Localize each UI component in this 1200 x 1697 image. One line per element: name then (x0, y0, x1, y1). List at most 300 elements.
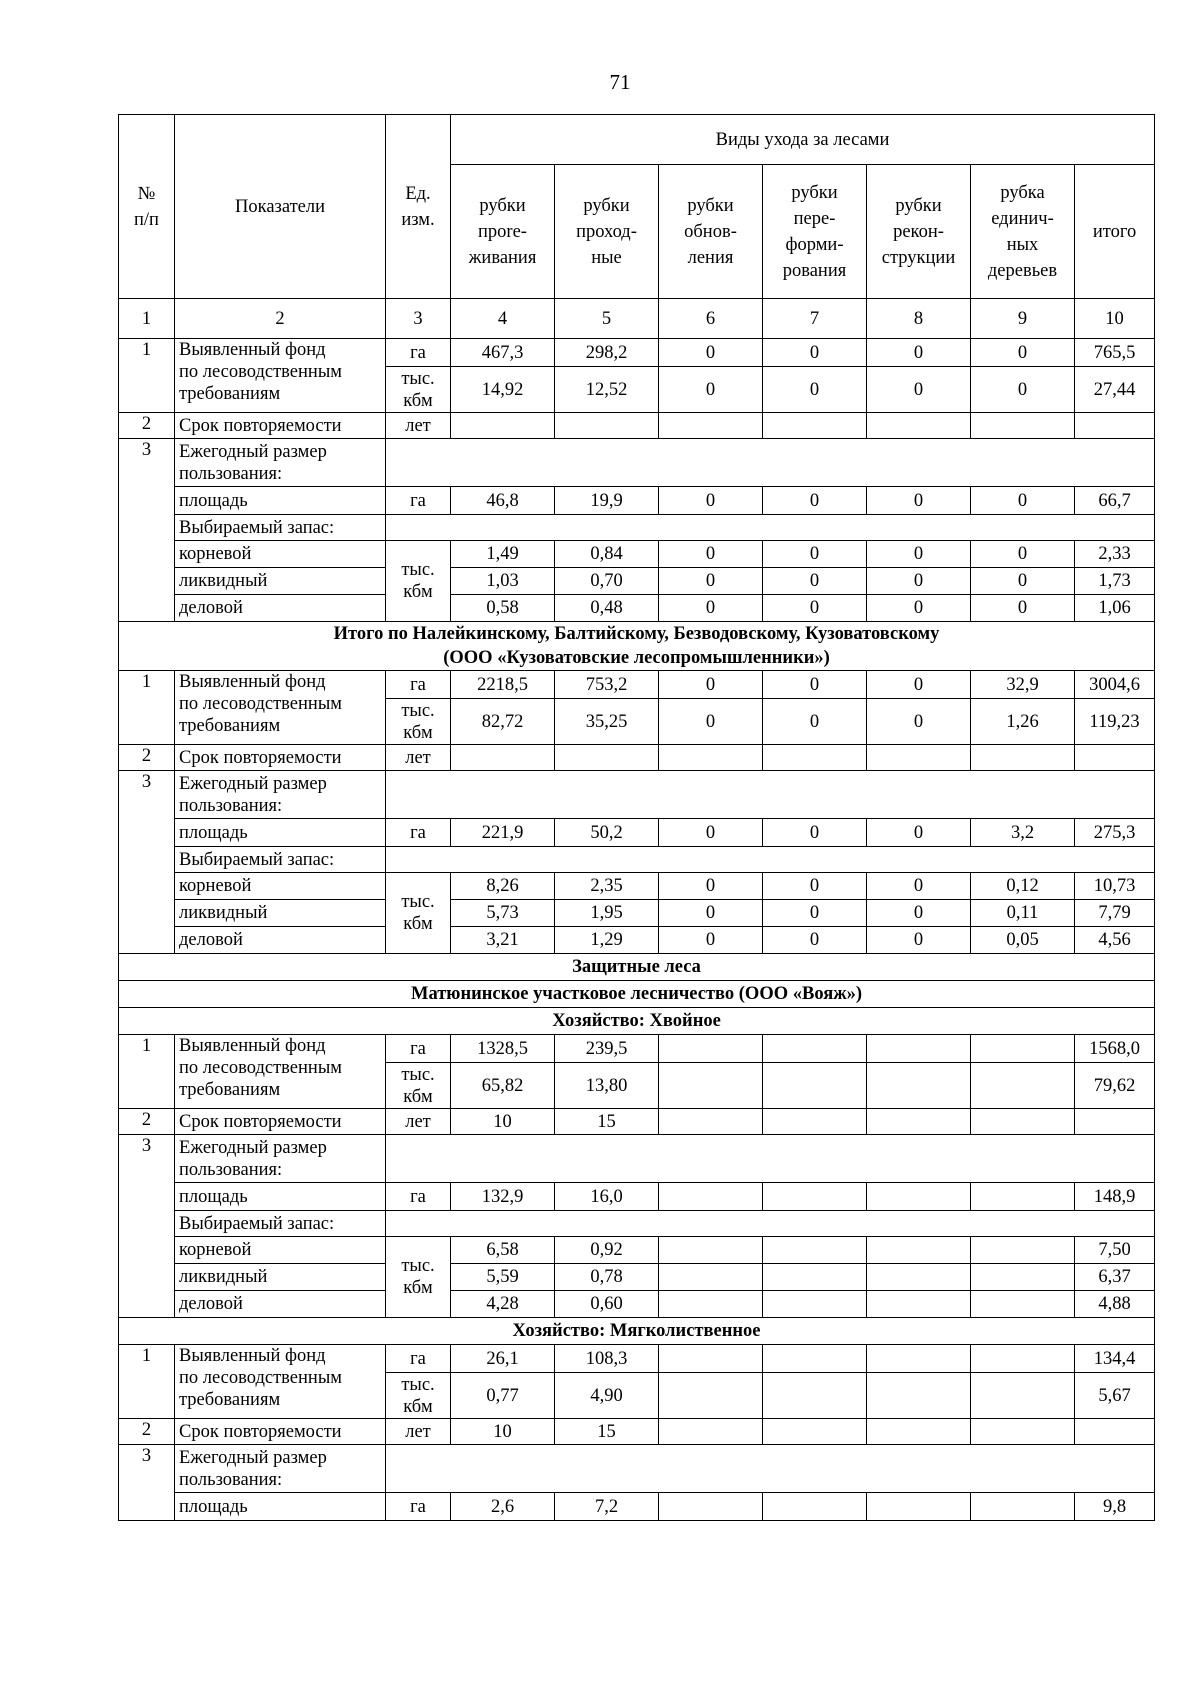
value-cell: 239,5 (555, 1035, 659, 1063)
value-cell: 0,12 (971, 873, 1075, 900)
unit-cell: га (386, 1035, 451, 1063)
row-label: корневой (175, 1237, 386, 1264)
table-row (119, 1445, 1155, 1493)
value-cell: 26,1 (451, 1345, 555, 1373)
value-cell: 0 (867, 671, 971, 699)
value-cell: 1,95 (555, 900, 659, 927)
value-cell: 1,26 (971, 699, 1075, 745)
row-label: Выявленный фонд по лесоводственным требованиям (175, 1345, 386, 1419)
row-label: ликвидный (175, 568, 386, 595)
value-cell (971, 1291, 1075, 1318)
unit-cell: тыс. кбм (386, 1373, 451, 1419)
unit-cell: тыс. кбм (386, 699, 451, 745)
value-cell: 0,60 (555, 1291, 659, 1318)
value-cell: 0 (763, 699, 867, 745)
value-cell: 0 (763, 367, 867, 413)
table-row (119, 1183, 1155, 1211)
row-label: Срок повторяемости (175, 1419, 386, 1445)
value-cell: 0 (867, 568, 971, 595)
value-cell: 0,78 (555, 1264, 659, 1291)
row-label: площадь (175, 819, 386, 847)
value-cell: 15 (555, 1109, 659, 1135)
value-cell (867, 1291, 971, 1318)
value-cell: 467,3 (451, 339, 555, 367)
value-cell (971, 1237, 1075, 1264)
value-cell: 275,3 (1075, 819, 1155, 847)
unit-cell: га (386, 819, 451, 847)
value-cell: 6,58 (451, 1237, 555, 1264)
value-cell: 66,7 (1075, 487, 1155, 515)
value-cell: 2218,5 (451, 671, 555, 699)
value-cell (971, 1264, 1075, 1291)
value-cell: 16,0 (555, 1183, 659, 1211)
value-cell: 0 (659, 339, 763, 367)
value-cell: 10,73 (1075, 873, 1155, 900)
section-heading (119, 1318, 1155, 1345)
value-cell (867, 1264, 971, 1291)
value-cell: 0,58 (451, 595, 555, 622)
row-label: корневой (175, 873, 386, 900)
value-cell (763, 1493, 867, 1521)
empty-span (386, 847, 1155, 873)
value-cell (763, 1345, 867, 1373)
value-cell: 119,23 (1075, 699, 1155, 745)
value-cell (659, 1109, 763, 1135)
value-cell (971, 1183, 1075, 1211)
value-cell: 4,28 (451, 1291, 555, 1318)
value-cell: 0 (971, 568, 1075, 595)
value-cell (867, 1493, 971, 1521)
value-cell: 0 (867, 699, 971, 745)
unit-cell: тыс. кбм (386, 1063, 451, 1109)
value-cell (659, 1264, 763, 1291)
row-number: 2 (119, 1419, 175, 1445)
value-cell: 0 (763, 671, 867, 699)
table-row (119, 439, 1155, 487)
value-cell (763, 1419, 867, 1445)
value-cell (659, 1373, 763, 1419)
page-number: 71 (609, 70, 631, 94)
header-col-7: рубки пере- форми- рования (763, 165, 867, 299)
value-cell (1075, 745, 1155, 771)
value-cell: 0,77 (451, 1373, 555, 1419)
value-cell (659, 1419, 763, 1445)
value-cell: 108,3 (555, 1345, 659, 1373)
value-cell: 0,70 (555, 568, 659, 595)
row-number: 2 (119, 1109, 175, 1135)
value-cell: 9,8 (1075, 1493, 1155, 1521)
value-cell: 0,84 (555, 541, 659, 568)
value-cell: 0 (763, 339, 867, 367)
value-cell: 0 (659, 568, 763, 595)
value-cell: 0 (971, 487, 1075, 515)
section-heading-cell: Матюнинское участковое лесничество (ООО «Вояж») (119, 981, 1155, 1008)
value-cell: 5,73 (451, 900, 555, 927)
value-cell: 0 (659, 541, 763, 568)
value-cell: 7,79 (1075, 900, 1155, 927)
row-number: 3 (119, 1445, 175, 1521)
row-number: 3 (119, 1135, 175, 1318)
row-label: Срок повторяемости (175, 413, 386, 439)
header-num: № п/п (119, 115, 175, 299)
column-number: 1 (119, 299, 175, 339)
empty-span (386, 1445, 1155, 1493)
value-cell: 0 (867, 541, 971, 568)
value-cell (763, 1264, 867, 1291)
table-row (119, 1291, 1155, 1318)
unit-cell: тыс. кбм (386, 541, 451, 622)
value-cell: 7,50 (1075, 1237, 1155, 1264)
value-cell: 0 (971, 339, 1075, 367)
value-cell (763, 745, 867, 771)
value-cell: 0 (659, 819, 763, 847)
value-cell (971, 1035, 1075, 1063)
value-cell (763, 1109, 867, 1135)
table-row (119, 541, 1155, 568)
value-cell: 0 (867, 873, 971, 900)
value-cell: 0 (659, 595, 763, 622)
section-heading-cell: Итого по Налейкинскому, Балтийскому, Безводовскому, Кузоватовскому (ООО «Кузоватовские лесопромышленники») (119, 622, 1155, 671)
value-cell: 1,03 (451, 568, 555, 595)
row-number: 2 (119, 413, 175, 439)
value-cell: 0 (867, 339, 971, 367)
value-cell: 15 (555, 1419, 659, 1445)
column-number: 4 (451, 299, 555, 339)
value-cell: 0 (659, 927, 763, 954)
row-label: Выбираемый запас: (175, 515, 386, 541)
table-row (119, 413, 1155, 439)
row-number: 1 (119, 339, 175, 413)
value-cell: 298,2 (555, 339, 659, 367)
row-number: 3 (119, 771, 175, 954)
unit-cell: лет (386, 413, 451, 439)
unit-cell: га (386, 1493, 451, 1521)
row-label: ликвидный (175, 900, 386, 927)
column-number: 8 (867, 299, 971, 339)
value-cell (659, 1493, 763, 1521)
row-label: площадь (175, 1493, 386, 1521)
column-number: 6 (659, 299, 763, 339)
value-cell (1075, 1419, 1155, 1445)
value-cell: 4,90 (555, 1373, 659, 1419)
header-col-9: рубка единич- ных деревьев (971, 165, 1075, 299)
value-cell (867, 1345, 971, 1373)
table-row (119, 745, 1155, 771)
value-cell: 1,29 (555, 927, 659, 954)
value-cell: 0 (867, 595, 971, 622)
row-label: ликвидный (175, 1264, 386, 1291)
column-number: 3 (386, 299, 451, 339)
value-cell (555, 413, 659, 439)
value-cell: 8,26 (451, 873, 555, 900)
value-cell: 0,05 (971, 927, 1075, 954)
value-cell: 0 (867, 487, 971, 515)
unit-cell: тыс. кбм (386, 367, 451, 413)
table-row (119, 900, 1155, 927)
value-cell (867, 745, 971, 771)
table-row (119, 1493, 1155, 1521)
section-heading-cell: Защитные леса (119, 954, 1155, 981)
value-cell: 0,48 (555, 595, 659, 622)
value-cell: 46,8 (451, 487, 555, 515)
table-row (119, 1419, 1155, 1445)
value-cell: 10 (451, 1109, 555, 1135)
value-cell: 50,2 (555, 819, 659, 847)
unit-cell: га (386, 1183, 451, 1211)
value-cell (867, 1419, 971, 1445)
value-cell: 7,2 (555, 1493, 659, 1521)
table-row (119, 1035, 1155, 1063)
value-cell (1075, 413, 1155, 439)
row-label: корневой (175, 541, 386, 568)
value-cell (867, 1237, 971, 1264)
value-cell: 1,49 (451, 541, 555, 568)
value-cell: 0 (659, 671, 763, 699)
value-cell (971, 745, 1075, 771)
empty-span (386, 1211, 1155, 1237)
column-number: 7 (763, 299, 867, 339)
unit-cell: тыс. кбм (386, 873, 451, 954)
row-label: деловой (175, 1291, 386, 1318)
column-number: 10 (1075, 299, 1155, 339)
unit-cell: га (386, 487, 451, 515)
value-cell (971, 1063, 1075, 1109)
value-cell: 0 (763, 487, 867, 515)
value-cell: 0 (659, 487, 763, 515)
value-cell: 0 (867, 367, 971, 413)
value-cell: 0 (867, 819, 971, 847)
row-label: Выбираемый запас: (175, 847, 386, 873)
value-cell: 134,4 (1075, 1345, 1155, 1373)
value-cell: 6,37 (1075, 1264, 1155, 1291)
value-cell: 0 (971, 595, 1075, 622)
value-cell (763, 1291, 867, 1318)
value-cell: 79,62 (1075, 1063, 1155, 1109)
value-cell (555, 745, 659, 771)
value-cell: 3,21 (451, 927, 555, 954)
value-cell: 132,9 (451, 1183, 555, 1211)
table-row (119, 671, 1155, 699)
value-cell (659, 745, 763, 771)
value-cell: 0 (867, 900, 971, 927)
row-label: Выявленный фонд по лесоводственным требованиям (175, 671, 386, 745)
value-cell: 27,44 (1075, 367, 1155, 413)
row-label: Выбираемый запас: (175, 1211, 386, 1237)
value-cell: 1,73 (1075, 568, 1155, 595)
value-cell: 5,67 (1075, 1373, 1155, 1419)
header-indicators: Показатели (175, 115, 386, 299)
table-row (119, 927, 1155, 954)
value-cell: 0 (659, 873, 763, 900)
value-cell (867, 1035, 971, 1063)
header-col-4: рубки прore- живания (451, 165, 555, 299)
row-label: Ежегодный размер пользования: (175, 1445, 386, 1493)
value-cell: 14,92 (451, 367, 555, 413)
value-cell (763, 1237, 867, 1264)
value-cell: 0 (659, 699, 763, 745)
value-cell: 0,11 (971, 900, 1075, 927)
section-heading-cell: Хозяйство: Мягколиственное (119, 1318, 1155, 1345)
value-cell: 0 (659, 900, 763, 927)
value-cell (659, 413, 763, 439)
empty-span (386, 1135, 1155, 1183)
unit-cell: га (386, 1345, 451, 1373)
table-row (119, 1345, 1155, 1373)
value-cell (763, 1373, 867, 1419)
table-row (119, 1135, 1155, 1183)
table-row (119, 487, 1155, 515)
empty-span (386, 515, 1155, 541)
table-row (119, 595, 1155, 622)
value-cell: 0 (971, 367, 1075, 413)
value-cell (451, 745, 555, 771)
unit-cell: тыс. кбм (386, 1237, 451, 1318)
value-cell (451, 413, 555, 439)
value-cell (659, 1237, 763, 1264)
value-cell (867, 1063, 971, 1109)
value-cell: 1568,0 (1075, 1035, 1155, 1063)
value-cell: 82,72 (451, 699, 555, 745)
value-cell: 0 (763, 595, 867, 622)
value-cell: 753,2 (555, 671, 659, 699)
value-cell (867, 413, 971, 439)
value-cell (971, 1419, 1075, 1445)
row-number: 1 (119, 671, 175, 745)
value-cell: 2,33 (1075, 541, 1155, 568)
value-cell: 3,2 (971, 819, 1075, 847)
table-row (119, 819, 1155, 847)
value-cell (971, 1493, 1075, 1521)
value-cell: 19,9 (555, 487, 659, 515)
row-number: 1 (119, 1345, 175, 1419)
value-cell (867, 1109, 971, 1135)
value-cell: 2,6 (451, 1493, 555, 1521)
value-cell: 10 (451, 1419, 555, 1445)
value-cell (763, 413, 867, 439)
empty-span (386, 439, 1155, 487)
value-cell: 65,82 (451, 1063, 555, 1109)
unit-cell: лет (386, 1109, 451, 1135)
row-label: Ежегодный размер пользования: (175, 1135, 386, 1183)
value-cell: 35,25 (555, 699, 659, 745)
column-number: 9 (971, 299, 1075, 339)
value-cell: 2,35 (555, 873, 659, 900)
value-cell: 0 (763, 568, 867, 595)
row-label: Ежегодный размер пользования: (175, 439, 386, 487)
row-label: площадь (175, 1183, 386, 1211)
row-label: Ежегодный размер пользования: (175, 771, 386, 819)
value-cell: 0,92 (555, 1237, 659, 1264)
value-cell (659, 1063, 763, 1109)
value-cell: 0 (763, 541, 867, 568)
value-cell: 0 (867, 927, 971, 954)
section-heading (119, 954, 1155, 981)
value-cell: 0 (763, 900, 867, 927)
table-row (119, 1211, 1155, 1237)
value-cell: 4,56 (1075, 927, 1155, 954)
table-row (119, 771, 1155, 819)
empty-span (386, 771, 1155, 819)
row-label: Срок повторяемости (175, 745, 386, 771)
value-cell: 0 (763, 819, 867, 847)
row-label: деловой (175, 595, 386, 622)
header-unit: Ед. изм. (386, 115, 451, 299)
table-row (119, 515, 1155, 541)
value-cell: 0 (659, 367, 763, 413)
row-label: Выявленный фонд по лесоводственным требованиям (175, 339, 386, 413)
row-number: 2 (119, 745, 175, 771)
value-cell (659, 1345, 763, 1373)
unit-cell: лет (386, 745, 451, 771)
value-cell (659, 1291, 763, 1318)
table-row (119, 847, 1155, 873)
value-cell (971, 1373, 1075, 1419)
table-row (119, 1237, 1155, 1264)
value-cell (971, 1109, 1075, 1135)
header-col-8: рубки рекон- струкции (867, 165, 971, 299)
unit-cell: лет (386, 1419, 451, 1445)
row-label: деловой (175, 927, 386, 954)
value-cell (971, 413, 1075, 439)
section-heading (119, 622, 1155, 671)
value-cell: 1328,5 (451, 1035, 555, 1063)
forest-care-table (118, 114, 1155, 1521)
table-row (119, 1109, 1155, 1135)
value-cell (659, 1183, 763, 1211)
row-number: 1 (119, 1035, 175, 1109)
table-row (119, 873, 1155, 900)
value-cell: 148,9 (1075, 1183, 1155, 1211)
value-cell: 0 (763, 927, 867, 954)
value-cell: 3004,6 (1075, 671, 1155, 699)
value-cell (763, 1035, 867, 1063)
value-cell: 0 (763, 873, 867, 900)
section-heading (119, 981, 1155, 1008)
value-cell (763, 1063, 867, 1109)
value-cell: 4,88 (1075, 1291, 1155, 1318)
value-cell (867, 1183, 971, 1211)
column-number: 2 (175, 299, 386, 339)
value-cell (867, 1373, 971, 1419)
unit-cell: га (386, 339, 451, 367)
value-cell: 0 (971, 541, 1075, 568)
row-label: Выявленный фонд по лесоводственным требованиям (175, 1035, 386, 1109)
value-cell: 765,5 (1075, 339, 1155, 367)
value-cell (971, 1345, 1075, 1373)
value-cell: 32,9 (971, 671, 1075, 699)
table-row (119, 339, 1155, 367)
unit-cell: га (386, 671, 451, 699)
header-col-6: рубки обнов- ления (659, 165, 763, 299)
row-label: Срок повторяемости (175, 1109, 386, 1135)
row-number: 3 (119, 439, 175, 622)
value-cell: 1,06 (1075, 595, 1155, 622)
header-care-types: Виды ухода за лесами (451, 115, 1155, 165)
value-cell: 5,59 (451, 1264, 555, 1291)
section-heading-cell: Хозяйство: Хвойное (119, 1008, 1155, 1035)
value-cell: 12,52 (555, 367, 659, 413)
row-label: площадь (175, 487, 386, 515)
value-cell (1075, 1109, 1155, 1135)
section-heading (119, 1008, 1155, 1035)
table-row (119, 1264, 1155, 1291)
column-number: 5 (555, 299, 659, 339)
header-col-10: итого (1075, 165, 1155, 299)
value-cell (763, 1183, 867, 1211)
value-cell: 221,9 (451, 819, 555, 847)
value-cell (659, 1035, 763, 1063)
value-cell: 13,80 (555, 1063, 659, 1109)
